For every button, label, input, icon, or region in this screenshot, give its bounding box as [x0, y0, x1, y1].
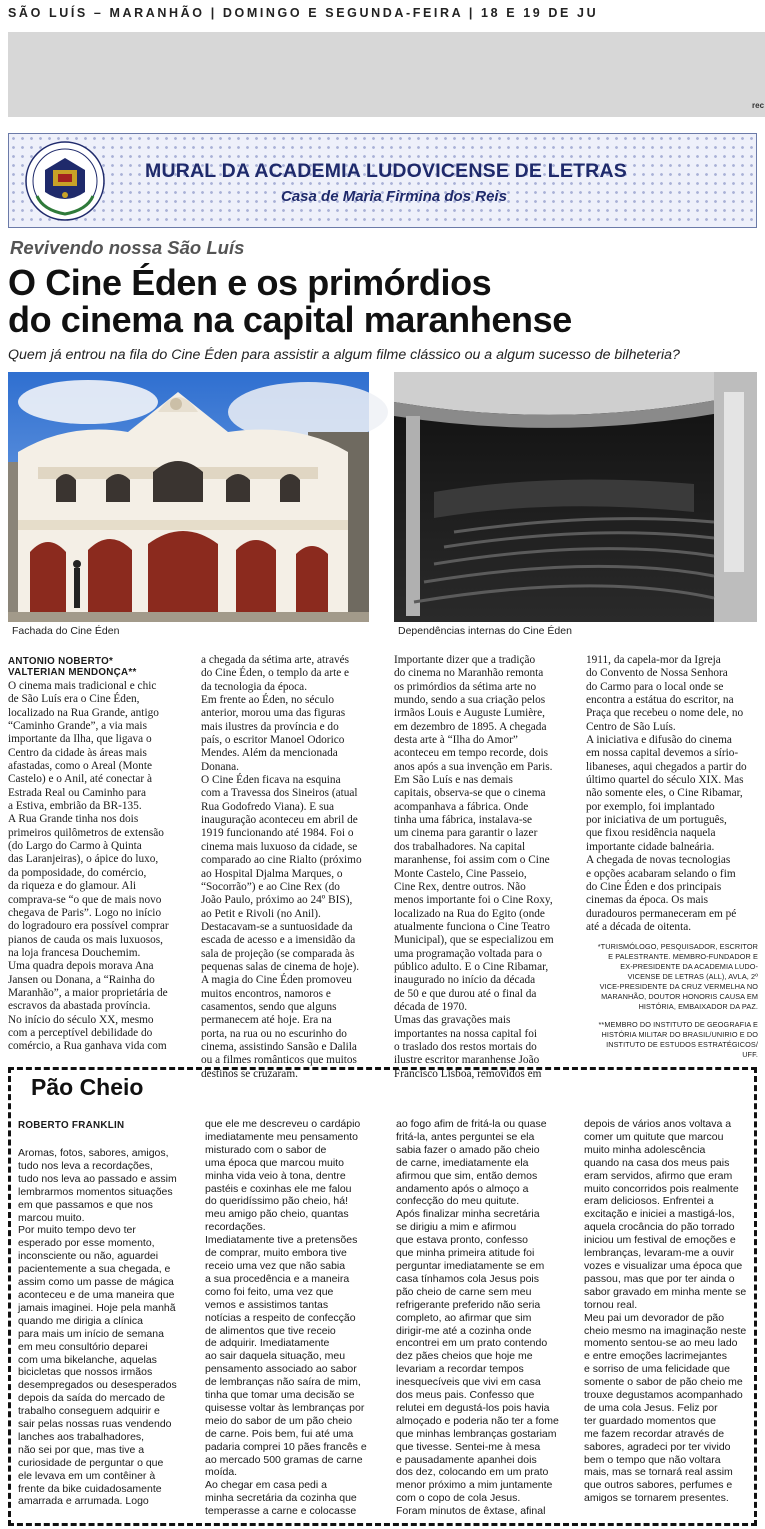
text-line: duradouros permaneceram em pé	[586, 907, 737, 920]
text-line: No início do século XX, mesmo	[8, 1013, 154, 1026]
pao-text-2	[205, 1118, 375, 1518]
text-line: do queridíssimo pão cheio, há!	[205, 1195, 349, 1208]
text-line: me fazem recordar através de	[584, 1427, 725, 1440]
text-line: lembrarmos momentos situações	[18, 1185, 173, 1198]
text-line: excitação e iniciei a mastigá-los,	[584, 1208, 735, 1221]
text-line: casamentos, sendo que alguns	[201, 1000, 337, 1013]
text-line: assim como um passe de mágica	[18, 1276, 174, 1289]
text-line: cinemas da época. Os mais	[586, 894, 709, 907]
text-line: de comprar, muito embora tive	[205, 1247, 347, 1260]
text-line: relutei em degustá-los pois havia	[396, 1401, 550, 1414]
text-line: pensamento associado ao sabor	[205, 1363, 357, 1376]
text-line: ilustre escritor maranhense João	[394, 1054, 540, 1067]
text-line: dirigir-me até a cozinha onde	[396, 1324, 532, 1337]
text-line: menos importante foi o Cine Roxy,	[394, 894, 553, 907]
text-line: A magia do Cine Éden promoveu	[201, 974, 352, 987]
text-line: os primórdios da sétima arte no	[394, 680, 537, 693]
text-line: muitos encontros, namoros e	[201, 987, 331, 1000]
text-line: “Caminho Grande”, a via mais	[8, 720, 147, 733]
text-line: Praça que recebeu o nome dele, no	[586, 707, 744, 720]
text-line: Maranhão”, a maior proprietária de	[8, 986, 168, 999]
text-line: Meu pai um devorador de pão	[584, 1311, 725, 1324]
text-line: lanches aos trabalhadores,	[18, 1430, 145, 1443]
text-line: não somente eles, o Cine Ribamar,	[586, 787, 743, 800]
note-line: HISTÓRIA, EMBAIXADOR DA PAZ.	[638, 1002, 758, 1012]
article-column-2	[201, 654, 377, 1080]
text-line: 1919 funcionando até 1984. Foi o	[201, 827, 354, 840]
text-line: Por muito tempo devo ter	[18, 1224, 136, 1237]
text-line: de adquirir. Imediatamente	[205, 1337, 330, 1350]
headline-line-2: do cinema na capital maranhense	[8, 299, 572, 340]
text-line: Imediatamente tive a pretensões	[205, 1234, 358, 1247]
text-line: Mendes. Além da mencionada	[201, 747, 338, 760]
text-line: país, o escritor Manoel Odorico	[201, 734, 345, 747]
text-line: mais ilustres da província e do	[201, 720, 339, 733]
text-line: de São Luís era o Cine Éden,	[8, 693, 140, 706]
text-line: O cinema mais tradicional e chic	[8, 680, 157, 692]
text-line: comprava-se “o que de mais novo	[8, 893, 162, 906]
text-line: vemos e assistimos tantas	[205, 1298, 329, 1311]
text-line: bicicletas que nossos irmãos	[18, 1366, 153, 1379]
text-line: desta arte à “Ilha do Amor”	[394, 734, 518, 747]
text-line: em nossa capital devemos a sírio-	[586, 747, 739, 760]
text-line: libaneses, aqui chegados a partir do	[586, 760, 747, 773]
text-line: cinema, assistindo Sansão e Dalila	[201, 1040, 357, 1053]
text-line: completo, ao afirmar que sim	[396, 1311, 532, 1324]
text-line: tudo nos leva ao passado e assim	[18, 1172, 177, 1185]
text-line: tinha que tomar uma decisão se	[205, 1389, 355, 1402]
text-line: 1911, da capela-mor da Igreja	[586, 654, 721, 666]
text-line: comparado ao cine Rialto (próximo	[201, 854, 362, 867]
text-line: depois de vários anos voltava a	[584, 1118, 732, 1130]
text-line: afastadas, como o Areal (Monte	[8, 760, 152, 773]
text-line: afirmou que sim, então demos	[396, 1169, 538, 1182]
article-text-4	[586, 654, 758, 934]
text-line: confecção do meu quitute.	[396, 1195, 520, 1208]
pao-column-1	[18, 1118, 188, 1518]
text-line: escada de acesso e a imensidão da	[201, 934, 356, 947]
text-line: público adulto. E o Cine Ribamar,	[394, 960, 549, 973]
text-line: Em frente ao Éden, no século	[201, 694, 335, 707]
note-line: *TURISMÓLOGO, PESQUISADOR, ESCRITOR	[597, 942, 758, 952]
banner-subtitle: Casa de Maria Firmina dos Reis	[281, 188, 507, 205]
text-line: que estava pronto, confesso	[396, 1234, 528, 1247]
text-line: a sua procedência e a maneira	[205, 1272, 350, 1285]
text-line: Destacavam-se a suntuosidade da	[201, 920, 353, 933]
text-line: escravos da abastada província.	[8, 1000, 151, 1013]
text-line: amarrada e arrumada. Logo	[18, 1495, 149, 1508]
text-line: recordações.	[205, 1221, 266, 1234]
text-line: meu amigo pão cheio, quantas	[205, 1208, 349, 1221]
text-line: até a década de oitenta.	[586, 920, 692, 933]
text-line: o traslado dos restos mortais do	[394, 1040, 537, 1053]
text-line: com o copo de cola Jesus.	[396, 1492, 521, 1505]
text-line: localizado na Rua Grande, antigo	[8, 706, 159, 719]
text-line: mais, mas se tornará real assim	[584, 1466, 733, 1479]
text-line: Donana.	[201, 760, 239, 773]
text-line: moída.	[205, 1466, 238, 1479]
note-line: EX-PRESIDENTE DA ACADEMIA LUDO-	[620, 962, 758, 972]
text-line: e entre emoções lacrimejantes	[584, 1350, 727, 1363]
text-line: inaugurado no início da década	[394, 974, 536, 987]
text-line: encontrei em um prato contendo	[396, 1337, 548, 1350]
text-line: ao mercado 500 gramas de carne	[205, 1453, 363, 1466]
text-line: capitais, observa-se que o cinema	[394, 787, 546, 800]
text-line: iniciou um festival de emoções e	[584, 1234, 736, 1247]
text-line: de lembranças não saíra de mim,	[205, 1376, 361, 1389]
text-line: jamais imaginei. Hoje pela manhã	[18, 1301, 176, 1314]
text-line: sabor gravado em minha mente se	[584, 1285, 747, 1298]
text-line: Aromas, fotos, sabores, amigos,	[18, 1147, 169, 1159]
text-line: pacientemente a sua chegada, e	[18, 1263, 171, 1276]
text-line: pão cheio de carne sem meu	[396, 1285, 532, 1298]
text-line: imediatamente meu pensamento	[205, 1130, 358, 1143]
text-line: e pausadamente apanhei dois	[396, 1453, 537, 1466]
author-note-2	[586, 1020, 758, 1060]
author-2: VALTERIAN MENDONÇA**	[8, 667, 137, 678]
banner-title: MURAL DA ACADEMIA LUDOVICENSE DE LETRAS	[145, 160, 627, 182]
text-line: das Laranjeiras), o ápice do luxo,	[8, 853, 159, 866]
text-line: Umas das gravações mais	[394, 1014, 511, 1027]
text-line: A chegada de novas tecnologias	[586, 854, 731, 867]
text-line: permanecem até hoje. Era na	[201, 1014, 332, 1027]
text-line: em que passamos e que nos	[18, 1198, 153, 1211]
text-line: fritá-la, antes perguntei se ela	[396, 1130, 535, 1143]
text-line: tornou real.	[584, 1298, 638, 1311]
ad-tag: rec	[752, 101, 765, 110]
text-line: que ele me descreveu o cardápio	[205, 1118, 361, 1130]
text-line: ao sair daquela situação, meu	[205, 1350, 346, 1363]
text-line: inconsciente ou não, aguardei	[18, 1250, 159, 1263]
text-line: somente o sabor de pão cheio me	[584, 1376, 743, 1389]
note-line: MARANHÃO, DOUTOR HONORIS CAUSA EM	[601, 992, 758, 1002]
text-line: se dirigiu a mim e afirmou	[396, 1221, 517, 1234]
text-line: da riqueza e do glamour. Ali	[8, 880, 136, 893]
text-line: padaria comprei 10 pães francês e	[205, 1440, 367, 1453]
text-line: lembranças, levaram-me a ouvir	[584, 1247, 734, 1260]
text-line: muito concorridos pois realmente	[584, 1182, 739, 1195]
text-line: importante da Ilha, que ligava o	[8, 733, 152, 746]
text-line: ao Petit e Rivoli (no Anil).	[201, 907, 321, 920]
text-line: acompanhava a fábrica. Onde	[394, 800, 529, 813]
text-line: Francisco Lisboa, removidos em	[394, 1067, 542, 1080]
text-line: andamento após o almoço a	[396, 1182, 529, 1195]
text-line: que outros sabores, perfumes e	[584, 1479, 733, 1492]
text-line: sabores, agradeci por ter vivido	[584, 1440, 731, 1453]
text-line: bem o tempo que não voltara	[584, 1453, 721, 1466]
text-line: de 50 e que durou até o final da	[394, 987, 537, 1000]
text-line: do cinema no Maranhão remonta	[394, 667, 544, 680]
text-line: (do Largo do Carmo à Quinta	[8, 840, 142, 853]
text-line: Jansen ou Donana, a “Rainha do	[8, 973, 155, 986]
text-line: ao Hospital Djalma Marques, o	[201, 867, 343, 880]
note-line: **MEMBRO DO INSTITUTO DE GEOGRAFIA E	[598, 1020, 758, 1030]
article-column-3	[394, 654, 570, 1080]
text-line: a Estiva, embrião da BR-135.	[8, 800, 142, 813]
pao-text-1	[18, 1147, 188, 1508]
text-line: Municipal), que se especializou em	[394, 934, 554, 947]
note-line: E PALESTRANTE. MEMBRO-FUNDADOR E	[608, 952, 758, 962]
text-line: perguntar imediatamente se em	[396, 1259, 545, 1272]
text-line: casa tínhamos cola Jesus pois	[396, 1272, 539, 1285]
text-line: encontra a estátua do escritor, na	[586, 694, 734, 707]
text-line: A iniciativa e difusão do cinema	[586, 734, 732, 747]
text-line: pequenas salas de cinema de hoje).	[201, 960, 360, 973]
text-line: cinema mais luxuoso da cidade, se	[201, 840, 358, 853]
text-line: atualmente funciona o Cine Teatro	[394, 920, 550, 933]
article-text-2	[201, 654, 377, 1081]
text-line: Uma quadra depois morava Ana	[8, 960, 154, 973]
article-deck: Quem já entrou na fila do Cine Éden para assistir a algum filme clássico ou a algum sucesso de bilheteria?	[8, 347, 680, 363]
text-line: importante cidade balneária.	[586, 840, 715, 853]
text-line: inauguração aconteceu em abril de	[201, 814, 358, 827]
text-line: amigos se tornarem presentes.	[584, 1492, 729, 1505]
text-line: com uma bikelanche, aquelas	[18, 1353, 157, 1366]
photo1-caption: Fachada do Cine Éden	[12, 625, 120, 637]
text-line: aquela crocância do pão torrado	[584, 1221, 735, 1234]
text-line: localizado na Rua do Egito (onde	[394, 907, 545, 920]
text-line: maranhense, foi assim com o Cine	[394, 854, 550, 867]
pao-column-3	[396, 1118, 568, 1518]
article-headline	[8, 264, 572, 338]
text-line: Centro da cidade às áreas mais	[8, 746, 147, 759]
text-line: depois da saída do mercado de	[18, 1392, 166, 1405]
text-line: levariam a recordar tempos	[396, 1363, 524, 1376]
article-text-1	[8, 680, 190, 1054]
text-line: de uma cola Jesus. Feliz por	[584, 1401, 718, 1414]
advertisement-placeholder	[8, 32, 765, 117]
pao-cheio-title: Pão Cheio	[23, 1074, 151, 1101]
text-line: Em São Luís e nas demais	[394, 774, 513, 787]
text-line: de alimentos que tive receio	[205, 1324, 336, 1337]
text-line: almoçado e poderia não ter a fome	[396, 1414, 559, 1427]
academy-banner	[8, 133, 757, 228]
text-line: mundo, sendo a sua criação pelos	[394, 694, 546, 707]
text-line: dos meus pais. Confesso que	[396, 1389, 535, 1402]
text-line: misturado com o sabor de	[205, 1143, 327, 1156]
text-line: um cinema para garantir o lazer	[394, 827, 538, 840]
text-line: inesquecíveis que vivi em casa	[396, 1376, 541, 1389]
text-line: marcou muito.	[18, 1211, 85, 1224]
text-line: Rua Godofredo Viana). E sua	[201, 800, 335, 813]
text-line: por exemplo, foi implantado	[586, 800, 715, 813]
text-line: primeiros quilômetros de extensão	[8, 826, 164, 839]
text-line: minha secretária da cozinha que	[205, 1492, 357, 1505]
text-line: dez pães cheios que hoje me	[396, 1350, 533, 1363]
text-line: da pomposidade, do comércio,	[8, 866, 147, 879]
text-line: comércio, a Rua ganhava vida com	[8, 1040, 167, 1053]
text-line: último quartel do século XIX. Mas	[586, 774, 744, 787]
cine-eden-facade-photo	[8, 372, 369, 622]
text-line: em meu consultório deparei	[18, 1340, 148, 1353]
text-line: Estrada Real ou Caminho para	[8, 786, 147, 799]
text-line: temperasse a carne e colocasse	[205, 1505, 357, 1518]
text-line: tinha uma fábrica, instalava-se	[394, 814, 533, 827]
text-line: e sorriso de uma felicidade que	[584, 1363, 730, 1376]
text-line: “Socorrão”) e ao Cine Rex (do	[201, 880, 340, 893]
text-line: Centro de São Luís.	[586, 720, 676, 733]
text-line: do Convento de Nossa Senhora	[586, 667, 728, 680]
headline-line-1: O Cine Éden e os primórdios	[8, 262, 492, 303]
pao-text-4	[584, 1118, 752, 1505]
pao-column-4	[584, 1118, 752, 1518]
text-line: trouxe degustamos acompanhado	[584, 1389, 743, 1402]
academy-seal-logo	[23, 140, 107, 222]
text-line: Após finalizar minha secretária	[396, 1208, 540, 1221]
text-line: O Cine Éden ficava na esquina	[201, 774, 341, 787]
article-column-1	[8, 654, 190, 1058]
author-note-1	[586, 942, 758, 1012]
article-column-4	[586, 654, 758, 1058]
text-line: ter guardado momentos que	[584, 1414, 716, 1427]
text-line: João Paulo, próximo ao 24º BIS),	[201, 894, 353, 907]
pao-column-2	[205, 1118, 375, 1518]
text-line: eram deliciosos. Enfrentei a	[584, 1195, 714, 1208]
text-line: muito minha adolescência	[584, 1143, 706, 1156]
text-line: momento sentou-se ao meu lado	[584, 1337, 738, 1350]
text-line: passou, mas que por ter ainda o	[584, 1272, 735, 1285]
text-line: dos dez, colocando em um prato	[396, 1466, 549, 1479]
text-line: de carne, imediatamente ela	[396, 1156, 529, 1169]
article-kicker: Revivendo nossa São Luís	[10, 237, 245, 258]
text-line: quisesse voltar às lembranças por	[205, 1401, 365, 1414]
text-line: irmãos Louis e Auguste Lumière,	[394, 707, 545, 720]
text-line: e opções acabaram selando o fim	[586, 867, 736, 880]
text-line: dos trabalhadores. Na capital	[394, 840, 526, 853]
text-line: uma época que marcou muito	[205, 1156, 344, 1169]
text-line: Foram minutos de êxtase, afinal	[396, 1505, 546, 1518]
text-line: do Cine Éden, o templo da arte e	[201, 667, 350, 680]
text-line: Ao chegar em casa pedi a	[205, 1479, 327, 1492]
photo2-caption: Dependências internas do Cine Éden	[398, 625, 572, 637]
note-line: VICENSE DE LETRAS (ALL), AVLA, 2º	[627, 972, 758, 982]
text-line: não sei por que, mas tive a	[18, 1443, 145, 1456]
text-line: do Carmo para o local onde se	[586, 680, 724, 693]
text-line: A Rua Grande tinha nos dois	[8, 813, 139, 826]
author-1: ANTONIO NOBERTO*	[8, 656, 114, 667]
text-line: sair pelas nossas ruas vendendo	[18, 1418, 172, 1431]
text-line: aconteceu e de uma maneira que	[18, 1288, 175, 1301]
text-line: meio do sabor de um pão cheio	[205, 1414, 353, 1427]
text-line: quando na casa dos meus pais	[584, 1156, 730, 1169]
text-line: anterior, morou uma das figuras	[201, 707, 346, 720]
text-line: desempregados ou desesperados	[18, 1379, 177, 1392]
text-line: para mais um início de semana	[18, 1327, 164, 1340]
text-line: Castelo) e o Anil, até conectar à	[8, 773, 152, 786]
text-line: curiosidade de perguntar o que	[18, 1456, 164, 1469]
text-line: Importante dizer que a tradição	[394, 654, 536, 666]
text-line: cheio mesmo na imaginação neste	[584, 1324, 747, 1337]
text-line: notícias a respeito de confecção	[205, 1311, 356, 1324]
text-line: quando me dirigia a clínica	[18, 1314, 143, 1327]
text-line: que fixou residência naquela	[586, 827, 716, 840]
text-line: Monte Castelo, Cine Passeio,	[394, 867, 527, 880]
text-line: sabia fazer o amado pão cheio	[396, 1143, 540, 1156]
article-text-3	[394, 654, 570, 1081]
text-line: anos após a sua invenção em Paris.	[394, 760, 553, 773]
text-line: ao fogo afim de fritá-la ou quase	[396, 1118, 547, 1130]
text-line: década de 1970.	[394, 1000, 468, 1013]
text-line: frente da bike cuidadosamente	[18, 1482, 162, 1495]
text-line: refrigerante preferido não seria	[396, 1298, 541, 1311]
pao-text-3	[396, 1118, 568, 1518]
text-line: pastéis e coxinhas ele me falou	[205, 1182, 352, 1195]
text-line: menor próximo a mim juntamente	[396, 1479, 553, 1492]
text-line: trabalho conseguem adquirir e	[18, 1405, 160, 1418]
text-line: com a Travessa dos Sineiros (atual	[201, 787, 358, 800]
text-line: vozes e visualizar uma época que	[584, 1259, 743, 1272]
text-line: receio uma vez que não sabia	[205, 1259, 346, 1272]
text-line: do Cine Éden e dos principais	[586, 880, 722, 893]
note-line: UFF.	[742, 1050, 758, 1060]
cine-eden-interior-photo	[394, 372, 757, 622]
text-line: Cine Rex, dentre outros. Não	[394, 880, 526, 893]
note-line: VICE-PRESIDENTE DA CRUZ VERMELHA NO	[599, 982, 758, 992]
text-line: aconteceu em tempo recorde, dois	[394, 747, 549, 760]
text-line: a chegada da sétima arte, através	[201, 654, 350, 666]
text-line: que minha primeira atitude foi	[396, 1247, 535, 1260]
text-line: como foi feito, uma vez que	[205, 1285, 334, 1298]
text-line: na loja francesa Douchemim.	[8, 946, 141, 959]
text-line: eram servidos, afirmo que eram	[584, 1169, 733, 1182]
text-line: chegava de Paris”. Logo no início	[8, 906, 162, 919]
text-line: comer um quitute que marcou	[584, 1130, 724, 1143]
text-line: em dezembro de 1895. A chegada	[394, 720, 547, 733]
text-line: esperado por esse momento,	[18, 1237, 155, 1250]
masthead-line: SÃO LUÍS – MARANHÃO | DOMINGO E SEGUNDA-FEIRA | 18 E 19 DE JU	[8, 6, 599, 20]
text-line: que minhas lembranças gostariam	[396, 1427, 557, 1440]
text-line: que tivesse. Sentei-me à mesa	[396, 1440, 541, 1453]
text-line: do logradouro era possível comprar	[8, 920, 169, 933]
text-line: destinos se cruzaram.	[201, 1067, 298, 1080]
text-line: ou a filmes românticos que muitos	[201, 1054, 357, 1067]
pao-author: ROBERTO FRANKLIN	[18, 1120, 125, 1131]
text-line: com a perceptível debilidade do	[8, 1026, 153, 1039]
note-line: HISTÓRIA MILITAR DO BRASIL/UNIRIO E DO	[601, 1030, 758, 1040]
text-line: importantes na nossa capital foi	[394, 1027, 538, 1040]
text-line: minha vida veio à tona, dentre	[205, 1169, 346, 1182]
text-line: tudo nos leva a recordações,	[18, 1159, 153, 1172]
text-line: ele levava em um contêiner à	[18, 1469, 156, 1482]
text-line: de carne. Pois bem, fui até uma	[205, 1427, 354, 1440]
text-line: uma programação voltada para o	[394, 947, 543, 960]
text-line: sala de projeção (se comparada às	[201, 947, 355, 960]
text-line: da tecnologia da época.	[201, 680, 308, 693]
text-line: pianos de cauda os mais luxuosos,	[8, 933, 163, 946]
note-line: INSTITUTO DE ESTUDOS ESTRATÉGICOS/	[606, 1040, 758, 1050]
text-line: porta, na rua ou no escurinho do	[201, 1027, 347, 1040]
text-line: por iniciativa de um português,	[586, 814, 727, 827]
